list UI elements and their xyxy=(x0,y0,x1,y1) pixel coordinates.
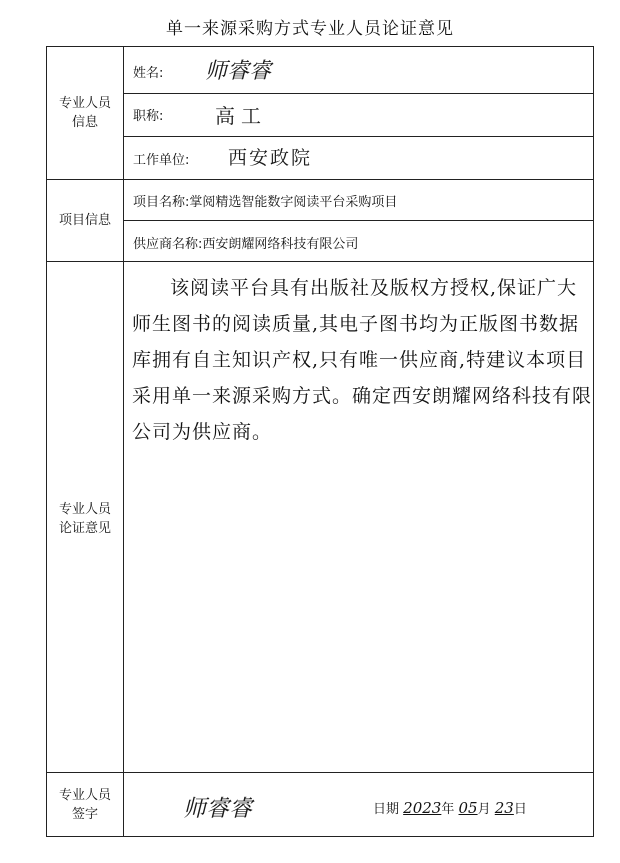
date-month: 05 xyxy=(458,799,478,817)
org-value: 西安政院 xyxy=(228,147,313,169)
name-label: 姓名: xyxy=(133,66,164,81)
opinion-text: 该阅读平台具有出版社及版权方授权,保证广大师生图书的阅读质量,其电子图书均为正版图书数据库拥有自主知识产权,只有唯一供应商,特建议本项目采用单一来源采购方式。确定西安朗耀网络科技有限公司为供应商。 xyxy=(132,277,593,443)
project-info-label: 项目信息 xyxy=(58,213,111,228)
title-label: 职称: xyxy=(133,109,164,124)
date-year-unit: 年 xyxy=(441,802,455,817)
supplier-name: 供应商名称:西安朗耀网络科技有限公司 xyxy=(133,237,359,252)
table-border-left xyxy=(46,46,47,837)
row-divider xyxy=(123,220,594,221)
date-year: 2023 xyxy=(403,799,442,817)
section-divider xyxy=(46,179,594,180)
expert-info-label: 专业人员 信息 xyxy=(58,96,111,130)
date-month-unit: 月 xyxy=(477,802,491,817)
name-value: 师睿睿 xyxy=(205,59,272,84)
table-border-bottom xyxy=(46,836,594,837)
title-value: 高工 xyxy=(215,104,267,128)
column-divider xyxy=(123,46,124,837)
signature-date xyxy=(373,798,527,817)
table-border-top xyxy=(46,46,594,47)
opinion-label: 专业人员 论证意见 xyxy=(58,502,111,536)
project-name: 项目名称:掌阅精选智能数字阅读平台采购项目 xyxy=(133,195,398,210)
document-title: 单一来源采购方式专业人员论证意见 xyxy=(166,19,454,39)
section-divider xyxy=(46,772,594,773)
date-day: 23 xyxy=(494,799,514,817)
org-label: 工作单位: xyxy=(133,153,190,168)
row-divider xyxy=(123,93,594,94)
signature: 师睿睿 xyxy=(183,796,252,822)
signature-label: 专业人员 签字 xyxy=(58,788,111,822)
section-divider xyxy=(46,261,594,262)
date-label: 日期 xyxy=(373,802,400,817)
date-day-unit: 日 xyxy=(513,802,527,817)
row-divider xyxy=(123,136,594,137)
